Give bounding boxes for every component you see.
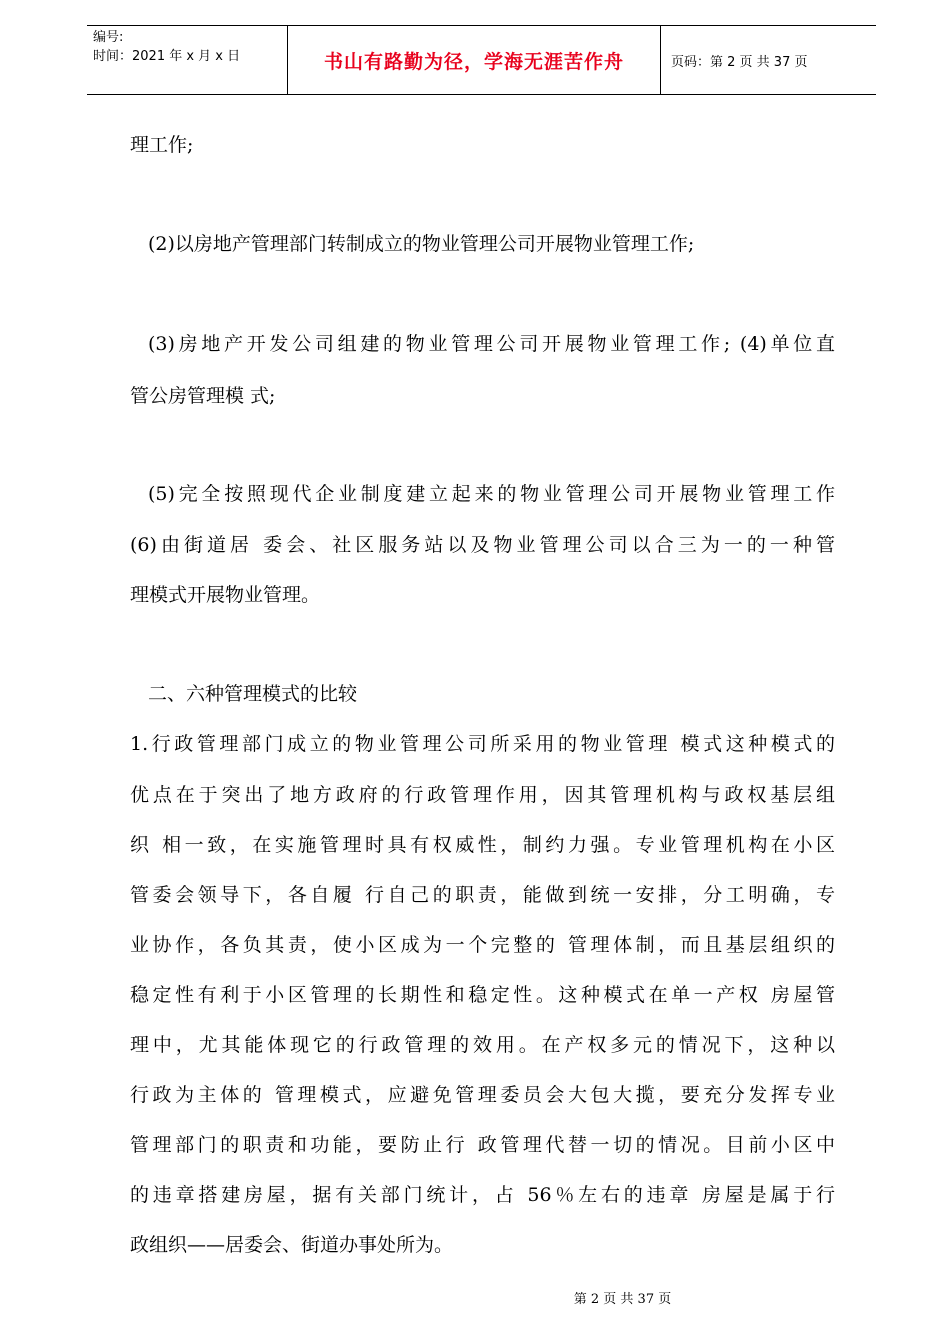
page-header <box>87 25 876 95</box>
header-divider <box>660 26 661 94</box>
section-heading: 二、六种管理模式的比较 <box>148 683 358 705</box>
header-meta <box>93 28 283 66</box>
page-footer <box>0 1288 950 1307</box>
body-line: 理中，尤其能体现它的行政管理的效用。在产权多元的情况下，这种以 <box>130 1034 835 1056</box>
body-line: 管公房管理模 式; <box>130 385 276 407</box>
footer-page-number: 第 2 页 共 37 页 <box>573 1292 672 1307</box>
document-time-label: 时间：2021 年 x 月 x 日 <box>93 49 241 64</box>
body-line: 理工作; <box>130 134 194 156</box>
body-line: 的违章搭建房屋，据有关部门统计，占 56％左右的违章 房屋是属于行 <box>130 1184 835 1206</box>
body-line: 1.行政管理部门成立的物业管理公司所采用的物业管理 模式这种模式的 <box>130 733 835 755</box>
body-line: (5)完全按照现代企业制度建立起来的物业管理公司开展物业管理工作 <box>148 483 835 505</box>
body-line: (2)以房地产管理部门转制成立的物业管理公司开展物业管理工作; <box>148 233 695 255</box>
body-line: 理模式开展物业管理。 <box>130 584 321 606</box>
body-line: 织 相一致，在实施管理时具有权威性，制约力强。专业管理机构在小区 <box>130 834 835 856</box>
header-page-info: 页码：第 2 页 共 37 页 <box>671 54 808 70</box>
header-motto: 书山有路勤为径，学海无涯苦作舟 <box>323 50 624 73</box>
body-line: (3)房地产开发公司组建的物业管理公司开展物业管理工作; (4)单位直 <box>148 333 835 355</box>
body-line: (6)由街道居 委会、社区服务站以及物业管理公司以合三为一的一种管 <box>130 534 835 556</box>
document-number-label: 编号: <box>93 30 124 45</box>
body-line: 稳定性有利于小区管理的长期性和稳定性。这种模式在单一产权 房屋管 <box>130 984 835 1006</box>
body-line: 管理部门的职责和功能，要防止行 政管理代替一切的情况。目前小区中 <box>130 1134 835 1156</box>
body-line: 政组织——居委会、街道办事处所为。 <box>130 1234 454 1256</box>
body-line: 业协作，各负其责，使小区成为一个完整的 管理体制，而且基层组织的 <box>130 934 835 956</box>
body-line: 管委会领导下，各自履 行自己的职责，能做到统一安排，分工明确，专 <box>130 884 835 906</box>
body-line: 优点在于突出了地方政府的行政管理作用，因其管理机构与政权基层组 <box>130 784 835 806</box>
body-line: 行政为主体的 管理模式，应避免管理委员会大包大揽，要充分发挥专业 <box>130 1084 835 1106</box>
